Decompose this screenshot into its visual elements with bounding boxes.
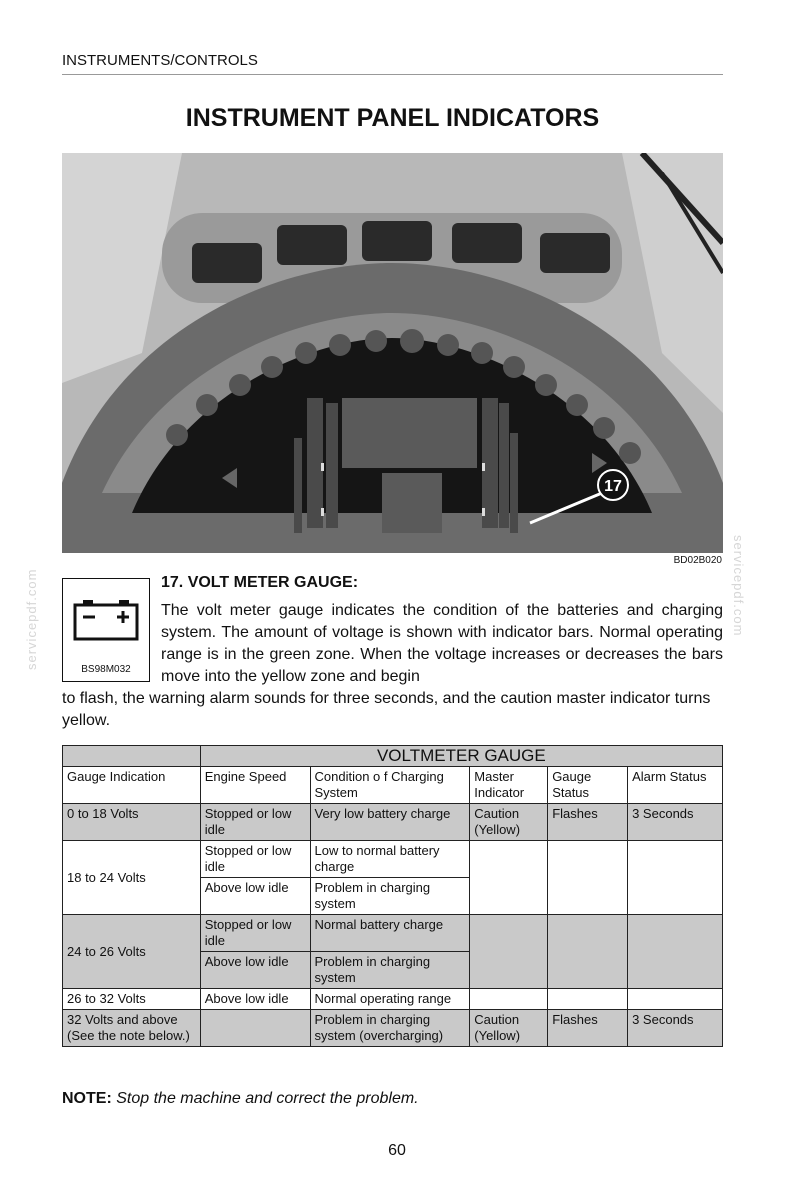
section-body [62,600,723,732]
table-title-row [63,746,723,767]
table-cell: 3 Seconds [628,1010,723,1047]
table-cell: Low to normal battery charge [310,841,470,878]
table-title: VOLTMETER GAUGE [200,746,722,767]
header-cell: Gauge Status [548,767,628,804]
table-cell [628,989,723,1010]
table-cell: Stopped or low idle [200,804,310,841]
callout-17: 17 [604,478,622,495]
header-cell: Alarm Status [628,767,723,804]
photo-code: BD02B020 [673,555,722,566]
table-row [63,915,723,952]
watermark-left: servicepdf.com [24,568,39,670]
table-cell [548,989,628,1010]
table-cell: Problem in charging system [310,878,470,915]
section-body-continued: to flash, the warning alarm sounds for three seconds, and the caution master indicator turns yellow. [62,690,711,729]
section-title: 17. VOLT METER GAUGE: [161,574,359,591]
page-title: INSTRUMENT PANEL INDICATORS [185,104,600,132]
watermark-right: servicepdf.com [731,535,746,637]
table-cell [200,1010,310,1047]
table-cell: Above low idle [200,878,310,915]
table-cell: Problem in charging system [310,952,470,989]
table-row [63,989,723,1010]
table-cell [470,989,548,1010]
table-cell [548,841,628,915]
table-cell: 3 Seconds [628,804,723,841]
table-cell: Stopped or low idle [200,915,310,952]
table-cell: 18 to 24 Volts [63,841,201,915]
header-cell: Condition o f Charging System [310,767,470,804]
note-label: NOTE: [62,1090,112,1107]
instrument-panel-photo [62,153,723,553]
table-cell: Flashes [548,1010,628,1047]
running-header: INSTRUMENTS/CONTROLS [62,52,258,69]
table-cell [628,841,723,915]
table-row [63,804,723,841]
table-cell: 0 to 18 Volts [63,804,201,841]
header-cell: Engine Speed [200,767,310,804]
table-row [63,841,723,878]
note [62,1090,419,1108]
table-cell: Very low battery charge [310,804,470,841]
table-cell [548,915,628,989]
table-cell: Problem in charging system (overcharging) [310,1010,470,1047]
header-cell: Gauge Indication [63,767,201,804]
note-text: Stop the machine and correct the problem. [116,1090,419,1107]
table-cell: Caution (Yellow) [470,804,548,841]
table-row [63,1010,723,1047]
table-cell: Above low idle [200,989,310,1010]
table-cell: Normal operating range [310,989,470,1010]
table-cell [628,915,723,989]
page-number: 60 [388,1142,406,1159]
table-cell: 26 to 32 Volts [63,989,201,1010]
table-cell: Normal battery charge [310,915,470,952]
table-cell: 32 Volts and above (See the note below.) [63,1010,201,1047]
table-cell: Caution (Yellow) [470,1010,548,1047]
header-rule [62,74,723,75]
icon-code: BS98M032 [81,664,131,675]
header-cell: Master Indicator [470,767,548,804]
table-cell [470,915,548,989]
table-cell: Flashes [548,804,628,841]
table-cell: Stopped or low idle [200,841,310,878]
table-cell: Above low idle [200,952,310,989]
section-body-text: The volt meter gauge indicates the condition of the batteries and charging system. The amount of voltage is shown with indicator bars. Normal operating range is in the green zone. When the voltage increases or decreases the bars move into the yellow zone and begin [161,602,723,685]
table-header-row [63,767,723,804]
table-cell: 24 to 26 Volts [63,915,201,989]
voltmeter-gauge-table [62,745,723,1047]
table-cell [470,841,548,915]
